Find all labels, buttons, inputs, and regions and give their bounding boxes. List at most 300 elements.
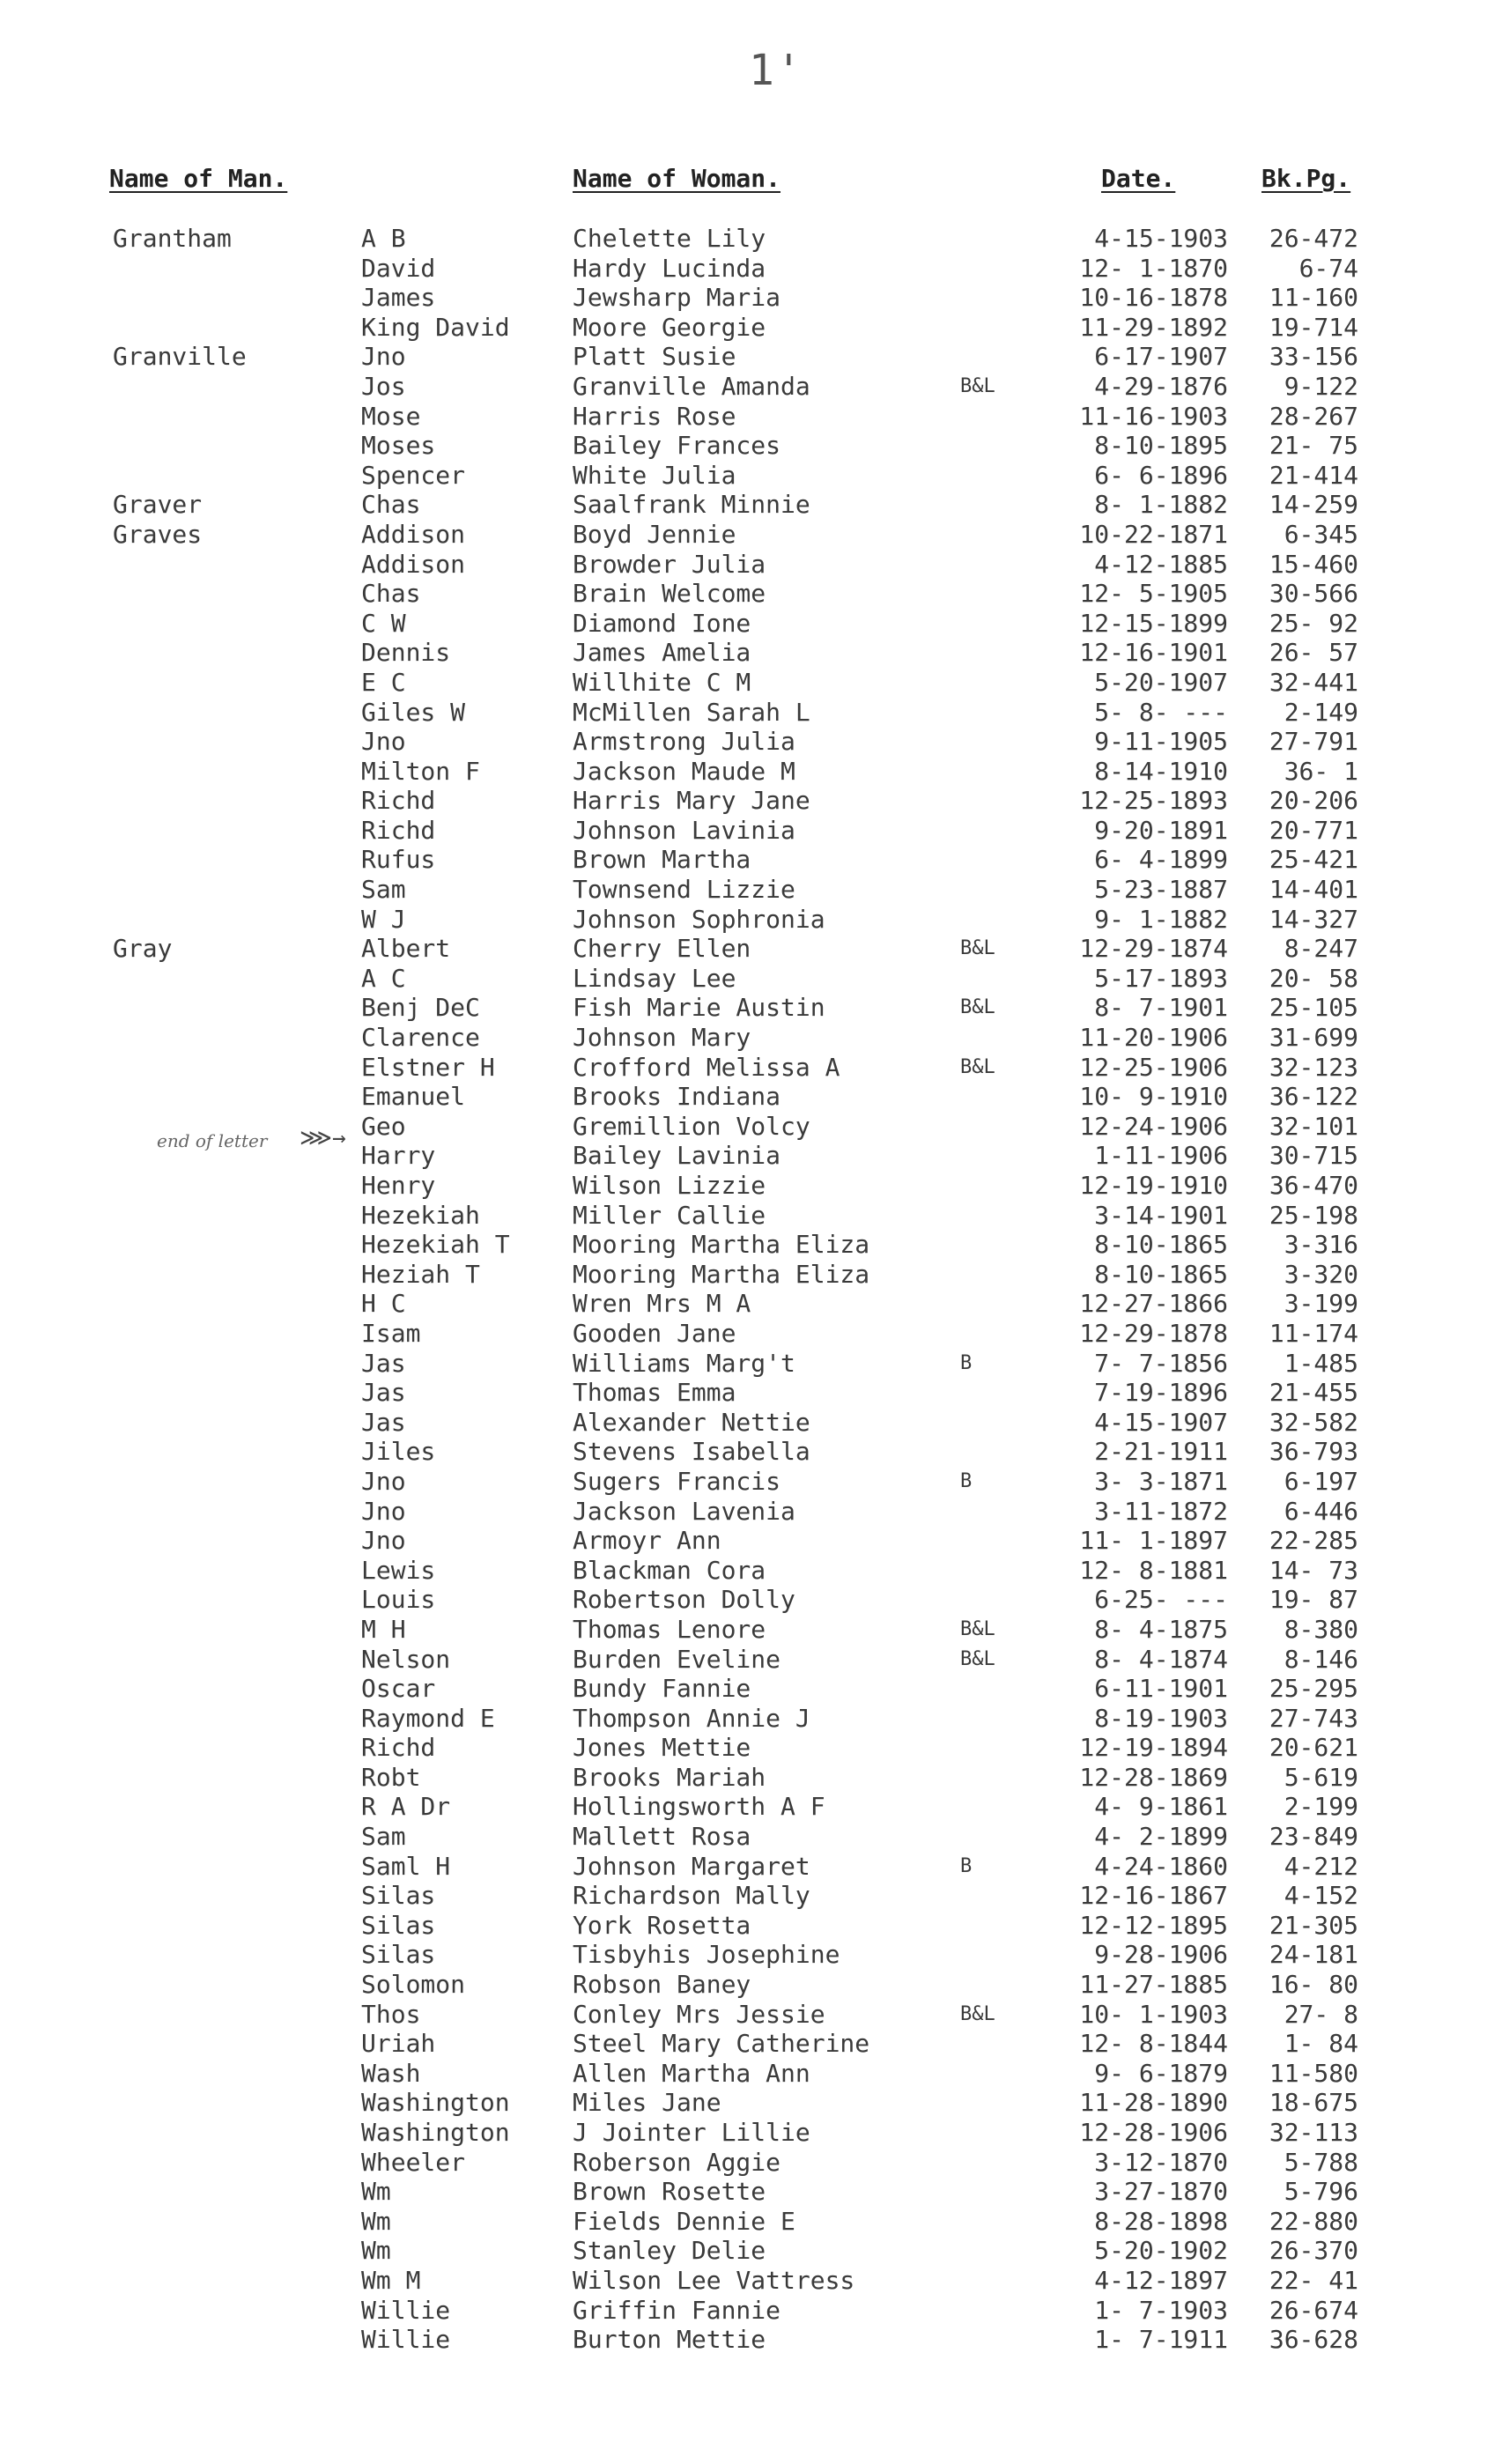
woman-name: Mooring Martha Eliza [573, 1259, 870, 1289]
woman-name: Conley Mrs Jessie [573, 1999, 825, 2029]
record-row [0, 845, 1487, 875]
record-row [0, 905, 1487, 935]
man-surname: Graver [113, 490, 203, 520]
man-given-name: Sam [361, 1822, 406, 1852]
man-given-name: Richd [361, 815, 436, 845]
marriage-date: 12-27-1866 [1079, 1289, 1228, 1319]
man-given-name: Jiles [361, 1437, 436, 1467]
record-row [0, 668, 1487, 698]
man-given-name: Spencer [361, 460, 466, 490]
man-given-name: Wm M [361, 2265, 421, 2295]
record-row [0, 1112, 1487, 1142]
record-row [0, 1585, 1487, 1615]
record-row [0, 2325, 1487, 2355]
book-page: 36- 1 [1284, 756, 1358, 786]
man-given-name: A C [361, 963, 406, 993]
man-given-name: A B [361, 224, 406, 253]
woman-name: Johnson Margaret [573, 1851, 810, 1881]
book-page: 15-460 [1269, 549, 1358, 579]
man-given-name: Clarence [361, 1023, 480, 1053]
woman-name: Thomas Emma [573, 1378, 736, 1408]
record-row [0, 964, 1487, 994]
marriage-date: 8- 4-1874 [1094, 1644, 1228, 1674]
marriage-date: 8-10-1895 [1094, 431, 1228, 461]
marriage-date: 5-20-1902 [1094, 2236, 1228, 2266]
man-given-name: Milton F [361, 756, 480, 786]
record-note: B&L [960, 937, 995, 960]
marriage-date: 12-24-1906 [1079, 1111, 1228, 1141]
woman-name: Brown Martha [573, 845, 751, 875]
woman-name: Harris Mary Jane [573, 786, 810, 816]
marriage-date: 6- 4-1899 [1094, 845, 1228, 875]
marriage-date: 7-19-1896 [1094, 1378, 1228, 1408]
man-given-name: Lewis [361, 1555, 436, 1585]
record-row [0, 2207, 1487, 2237]
marriage-date: 10- 1-1903 [1079, 1999, 1228, 2029]
woman-name: Alexander Nettie [573, 1407, 810, 1437]
book-page: 26-370 [1269, 2236, 1358, 2266]
record-row [0, 2177, 1487, 2207]
margin-note: end of letter [157, 1130, 268, 1151]
man-surname: Granville [113, 342, 247, 372]
header-name-of-woman: Name of Woman. [573, 164, 781, 193]
woman-name: Willhite C M [573, 667, 751, 697]
man-given-name: Emanuel [361, 1082, 466, 1112]
woman-name: Griffin Fannie [573, 2295, 781, 2325]
man-given-name: Chas [361, 579, 421, 609]
woman-name: Brown Rosette [573, 2177, 766, 2207]
man-given-name: Hezekiah T [361, 1230, 510, 1260]
record-row [0, 993, 1487, 1023]
book-page: 4-212 [1284, 1851, 1358, 1881]
record-row [0, 1645, 1487, 1675]
book-page: 8-380 [1284, 1614, 1358, 1644]
record-row [0, 786, 1487, 816]
man-given-name: Silas [361, 1910, 436, 1940]
marriage-date: 4-29-1876 [1094, 371, 1228, 401]
marriage-date: 12- 8-1881 [1079, 1555, 1228, 1585]
woman-name: Brooks Indiana [573, 1082, 781, 1112]
marriage-date: 9-20-1891 [1094, 815, 1228, 845]
woman-name: Thompson Annie J [573, 1703, 810, 1733]
man-given-name: Wheeler [361, 2147, 466, 2177]
marriage-date: 12-29-1878 [1079, 1318, 1228, 1348]
man-given-name: Elstner H [361, 1052, 495, 1082]
record-row [0, 1763, 1487, 1793]
record-row [0, 1230, 1487, 1260]
record-row [0, 313, 1487, 343]
woman-name: Allen Martha Ann [573, 2058, 810, 2088]
man-given-name: Willie [361, 2295, 451, 2325]
book-page: 19-714 [1269, 312, 1358, 342]
record-row [0, 1852, 1487, 1882]
man-given-name: Benj DeC [361, 993, 480, 1023]
record-row [0, 1141, 1487, 1171]
man-given-name: Robt [361, 1762, 421, 1792]
book-page: 24-181 [1269, 1940, 1358, 1970]
records-list [0, 224, 1487, 2355]
marriage-date: 9-11-1905 [1094, 727, 1228, 757]
book-page: 16- 80 [1269, 1970, 1358, 2000]
book-page: 23-849 [1269, 1822, 1358, 1852]
book-page: 25-421 [1269, 845, 1358, 875]
marriage-date: 10-22-1871 [1079, 519, 1228, 549]
header-name-of-man: Name of Man. [109, 164, 288, 193]
man-given-name: Uriah [361, 2029, 436, 2059]
page-number: 1' [749, 46, 803, 95]
man-given-name: Harry [361, 1141, 436, 1171]
woman-name: Jones Mettie [573, 1733, 751, 1763]
marriage-date: 12-29-1874 [1079, 934, 1228, 964]
woman-name: Richardson Mally [573, 1881, 810, 1911]
record-row [0, 609, 1487, 639]
woman-name: McMillen Sarah L [573, 697, 810, 727]
record-row [0, 1437, 1487, 1467]
record-note: B&L [960, 1055, 995, 1078]
marriage-date: 5-23-1887 [1094, 875, 1228, 905]
arrow-icon: ⋙→ [300, 1125, 346, 1151]
book-page: 28-267 [1269, 401, 1358, 431]
book-page: 27-791 [1269, 727, 1358, 757]
record-row [0, 461, 1487, 491]
marriage-date: 1- 7-1903 [1094, 2295, 1228, 2325]
marriage-date: 8-28-1898 [1094, 2206, 1228, 2236]
man-given-name: Jas [361, 1407, 406, 1437]
man-given-name: Sam [361, 875, 406, 905]
woman-name: Brain Welcome [573, 579, 766, 609]
woman-name: Mallett Rosa [573, 1822, 751, 1852]
record-row [0, 2236, 1487, 2266]
man-given-name: Richd [361, 786, 436, 816]
record-row [0, 1822, 1487, 1852]
marriage-date: 4- 2-1899 [1094, 1822, 1228, 1852]
woman-name: Wilson Lizzie [573, 1171, 766, 1200]
book-page: 25-198 [1269, 1200, 1358, 1230]
record-row [0, 727, 1487, 757]
marriage-date: 12-25-1893 [1079, 786, 1228, 816]
marriage-date: 8-14-1910 [1094, 756, 1228, 786]
book-page: 14-259 [1269, 490, 1358, 520]
record-row [0, 520, 1487, 550]
woman-name: James Amelia [573, 638, 751, 668]
book-page: 33-156 [1269, 342, 1358, 372]
book-page: 36-122 [1269, 1082, 1358, 1112]
woman-name: Harris Rose [573, 401, 736, 431]
record-row [0, 1053, 1487, 1083]
marriage-date: 6-17-1907 [1094, 342, 1228, 372]
book-page: 14- 73 [1269, 1555, 1358, 1585]
record-row [0, 875, 1487, 905]
woman-name: Mooring Martha Eliza [573, 1230, 870, 1260]
book-page: 8-247 [1284, 934, 1358, 964]
record-row [0, 1171, 1487, 1201]
record-row [0, 2059, 1487, 2089]
woman-name: Burton Mettie [573, 2325, 766, 2355]
record-row [0, 490, 1487, 520]
book-page: 27-743 [1269, 1703, 1358, 1733]
record-row [0, 1349, 1487, 1379]
record-row [0, 1940, 1487, 1970]
book-page: 5-796 [1284, 2177, 1358, 2207]
record-row [0, 431, 1487, 461]
book-page: 9-122 [1284, 371, 1358, 401]
book-page: 25-105 [1269, 993, 1358, 1023]
man-given-name: Rufus [361, 845, 436, 875]
man-given-name: David [361, 253, 436, 283]
man-given-name: Giles W [361, 697, 466, 727]
marriage-date: 11-28-1890 [1079, 2088, 1228, 2118]
woman-name: Fields Dennie E [573, 2206, 795, 2236]
book-page: 6-197 [1284, 1466, 1358, 1496]
record-row [0, 372, 1487, 402]
record-row [0, 1378, 1487, 1408]
book-page: 3-320 [1284, 1259, 1358, 1289]
header-date: Date. [1101, 164, 1176, 193]
marriage-date: 10- 9-1910 [1079, 1082, 1228, 1112]
marriage-date: 4-12-1897 [1094, 2265, 1228, 2295]
book-page: 11-580 [1269, 2058, 1358, 2088]
book-page: 32-123 [1269, 1052, 1358, 1082]
book-page: 2-149 [1284, 697, 1358, 727]
man-given-name: Saml H [361, 1851, 451, 1881]
book-page: 36-628 [1269, 2325, 1358, 2355]
record-row [0, 2088, 1487, 2118]
man-given-name: Dennis [361, 638, 451, 668]
record-row [0, 1201, 1487, 1231]
book-page: 21-414 [1269, 460, 1358, 490]
woman-name: Lindsay Lee [573, 963, 736, 993]
record-row [0, 1970, 1487, 2000]
marriage-date: 8- 4-1875 [1094, 1614, 1228, 1644]
woman-name: Armstrong Julia [573, 727, 795, 757]
man-given-name: Wm [361, 2177, 391, 2207]
man-given-name: Addison [361, 549, 466, 579]
book-page: 6-74 [1298, 253, 1358, 283]
book-page: 6-345 [1284, 519, 1358, 549]
record-row [0, 1023, 1487, 1053]
man-given-name: Wm [361, 2236, 391, 2266]
marriage-date: 12-19-1910 [1079, 1171, 1228, 1200]
marriage-date: 5-20-1907 [1094, 667, 1228, 697]
book-page: 20-771 [1269, 815, 1358, 845]
woman-name: Burden Eveline [573, 1644, 781, 1674]
man-given-name: Washington [361, 2088, 510, 2118]
woman-name: Jackson Lavenia [573, 1496, 795, 1526]
marriage-date: 12-15-1899 [1079, 608, 1228, 638]
record-row [0, 579, 1487, 609]
man-given-name: Hezekiah [361, 1200, 480, 1230]
marriage-date: 1-11-1906 [1094, 1141, 1228, 1171]
marriage-date: 3-14-1901 [1094, 1200, 1228, 1230]
man-given-name: Silas [361, 1940, 436, 1970]
marriage-date: 9-28-1906 [1094, 1940, 1228, 1970]
record-row [0, 283, 1487, 313]
woman-name: Brooks Mariah [573, 1762, 766, 1792]
man-given-name: Jno [361, 1526, 406, 1556]
book-page: 25-295 [1269, 1674, 1358, 1704]
marriage-date: 3-11-1872 [1094, 1496, 1228, 1526]
marriage-date: 9- 1-1882 [1094, 904, 1228, 934]
record-row [0, 816, 1487, 846]
record-row [0, 1526, 1487, 1556]
woman-name: Robertson Dolly [573, 1585, 795, 1615]
record-row [0, 2296, 1487, 2326]
man-given-name: Chas [361, 490, 421, 520]
man-given-name: Jno [361, 1496, 406, 1526]
marriage-date: 11-29-1892 [1079, 312, 1228, 342]
book-page: 1- 84 [1284, 2029, 1358, 2059]
man-given-name: E C [361, 667, 406, 697]
marriage-date: 12- 5-1905 [1079, 579, 1228, 609]
book-page: 3-199 [1284, 1289, 1358, 1319]
marriage-date: 12- 8-1844 [1079, 2029, 1228, 2059]
book-page: 20- 58 [1269, 963, 1358, 993]
man-given-name: Heziah T [361, 1259, 480, 1289]
record-row [0, 1082, 1487, 1112]
record-row [0, 1260, 1487, 1290]
marriage-date: 4-24-1860 [1094, 1851, 1228, 1881]
book-page: 21-305 [1269, 1910, 1358, 1940]
book-page: 26-472 [1269, 224, 1358, 253]
book-page: 26-674 [1269, 2295, 1358, 2325]
marriage-date: 6- 6-1896 [1094, 460, 1228, 490]
man-given-name: James [361, 283, 436, 313]
woman-name: Tisbyhis Josephine [573, 1940, 840, 1970]
woman-name: Wren Mrs M A [573, 1289, 751, 1319]
record-row [0, 1408, 1487, 1438]
book-page: 5-619 [1284, 1762, 1358, 1792]
man-given-name: Wm [361, 2206, 391, 2236]
man-given-name: Solomon [361, 1970, 466, 2000]
marriage-date: 11-20-1906 [1079, 1023, 1228, 1053]
marriage-date: 4-15-1907 [1094, 1407, 1228, 1437]
record-row [0, 1792, 1487, 1822]
book-page: 32-441 [1269, 667, 1358, 697]
man-given-name: Louis [361, 1585, 436, 1615]
woman-name: Bailey Lavinia [573, 1141, 781, 1171]
record-row [0, 2148, 1487, 2178]
man-given-name: Geo [361, 1111, 406, 1141]
record-note: B [960, 1351, 973, 1374]
record-row [0, 1497, 1487, 1527]
man-given-name: Thos [361, 1999, 421, 2029]
record-row [0, 2000, 1487, 2030]
marriage-date: 5- 8- --- [1094, 697, 1228, 727]
book-page: 20-206 [1269, 786, 1358, 816]
record-row [0, 757, 1487, 787]
record-row [0, 1704, 1487, 1734]
marriage-date: 11-16-1903 [1079, 401, 1228, 431]
book-page: 36-793 [1269, 1437, 1358, 1467]
book-page: 11-174 [1269, 1318, 1358, 1348]
man-given-name: Oscar [361, 1674, 436, 1704]
woman-name: Miles Jane [573, 2088, 721, 2118]
man-given-name: Wash [361, 2058, 421, 2088]
man-given-name: Albert [361, 934, 451, 964]
book-page: 30-566 [1269, 579, 1358, 609]
book-page: 20-621 [1269, 1733, 1358, 1763]
marriage-date: 6-25- --- [1094, 1585, 1228, 1615]
man-given-name: King David [361, 312, 510, 342]
marriage-date: 12-16-1901 [1079, 638, 1228, 668]
woman-name: Bailey Frances [573, 431, 781, 461]
record-note: B&L [960, 1617, 995, 1640]
record-row [0, 934, 1487, 964]
record-row [0, 1289, 1487, 1319]
marriage-date: 6-11-1901 [1094, 1674, 1228, 1704]
record-note: B [960, 1469, 973, 1492]
woman-name: Diamond Ione [573, 608, 751, 638]
man-given-name: Jas [361, 1348, 406, 1378]
woman-name: Sugers Francis [573, 1466, 781, 1496]
book-page: 27- 8 [1284, 1999, 1358, 2029]
marriage-date: 12-28-1869 [1079, 1762, 1228, 1792]
woman-name: Blackman Cora [573, 1555, 766, 1585]
book-page: 21- 75 [1269, 431, 1358, 461]
record-row [0, 1556, 1487, 1586]
man-given-name: Jno [361, 342, 406, 372]
marriage-date: 12-28-1906 [1079, 2118, 1228, 2147]
book-page: 1-485 [1284, 1348, 1358, 1378]
woman-name: Saalfrank Minnie [573, 490, 810, 520]
marriage-date: 12-19-1894 [1079, 1733, 1228, 1763]
woman-name: Miller Callie [573, 1200, 766, 1230]
man-surname: Gray [113, 934, 173, 964]
man-given-name: Richd [361, 1733, 436, 1763]
book-page: 25- 92 [1269, 608, 1358, 638]
marriage-date: 3- 3-1871 [1094, 1466, 1228, 1496]
record-row [0, 342, 1487, 372]
record-note: B&L [960, 374, 995, 397]
record-row [0, 1467, 1487, 1497]
woman-name: Johnson Sophronia [573, 904, 825, 934]
record-note: B&L [960, 2002, 995, 2025]
woman-name: Cherry Ellen [573, 934, 751, 964]
record-row [0, 254, 1487, 284]
man-given-name: M H [361, 1614, 406, 1644]
woman-name: Moore Georgie [573, 312, 766, 342]
record-row [0, 1319, 1487, 1349]
woman-name: Johnson Lavinia [573, 815, 795, 845]
woman-name: J Jointer Lillie [573, 2118, 810, 2147]
woman-name: Gooden Jane [573, 1318, 736, 1348]
book-page: 36-470 [1269, 1171, 1358, 1200]
marriage-date: 12-12-1895 [1079, 1910, 1228, 1940]
book-page: 14-327 [1269, 904, 1358, 934]
marriage-date: 8-19-1903 [1094, 1703, 1228, 1733]
record-row [0, 2118, 1487, 2148]
marriage-date: 4-12-1885 [1094, 549, 1228, 579]
record-row [0, 1911, 1487, 1941]
book-page: 30-715 [1269, 1141, 1358, 1171]
marriage-date: 4- 9-1861 [1094, 1792, 1228, 1822]
woman-name: Platt Susie [573, 342, 736, 372]
woman-name: Robson Baney [573, 1970, 751, 2000]
record-row [0, 638, 1487, 668]
record-row [0, 1674, 1487, 1704]
book-page: 8-146 [1284, 1644, 1358, 1674]
book-page: 21-455 [1269, 1378, 1358, 1408]
book-page: 22-285 [1269, 1526, 1358, 1556]
marriage-date: 3-12-1870 [1094, 2147, 1228, 2177]
woman-name: Johnson Mary [573, 1023, 751, 1053]
woman-name: Hardy Lucinda [573, 253, 766, 283]
woman-name: Chelette Lily [573, 224, 766, 253]
marriage-date: 1- 7-1911 [1094, 2325, 1228, 2355]
man-given-name: Washington [361, 2118, 510, 2147]
woman-name: Crofford Melissa A [573, 1052, 840, 1082]
woman-name: Stanley Delie [573, 2236, 766, 2266]
